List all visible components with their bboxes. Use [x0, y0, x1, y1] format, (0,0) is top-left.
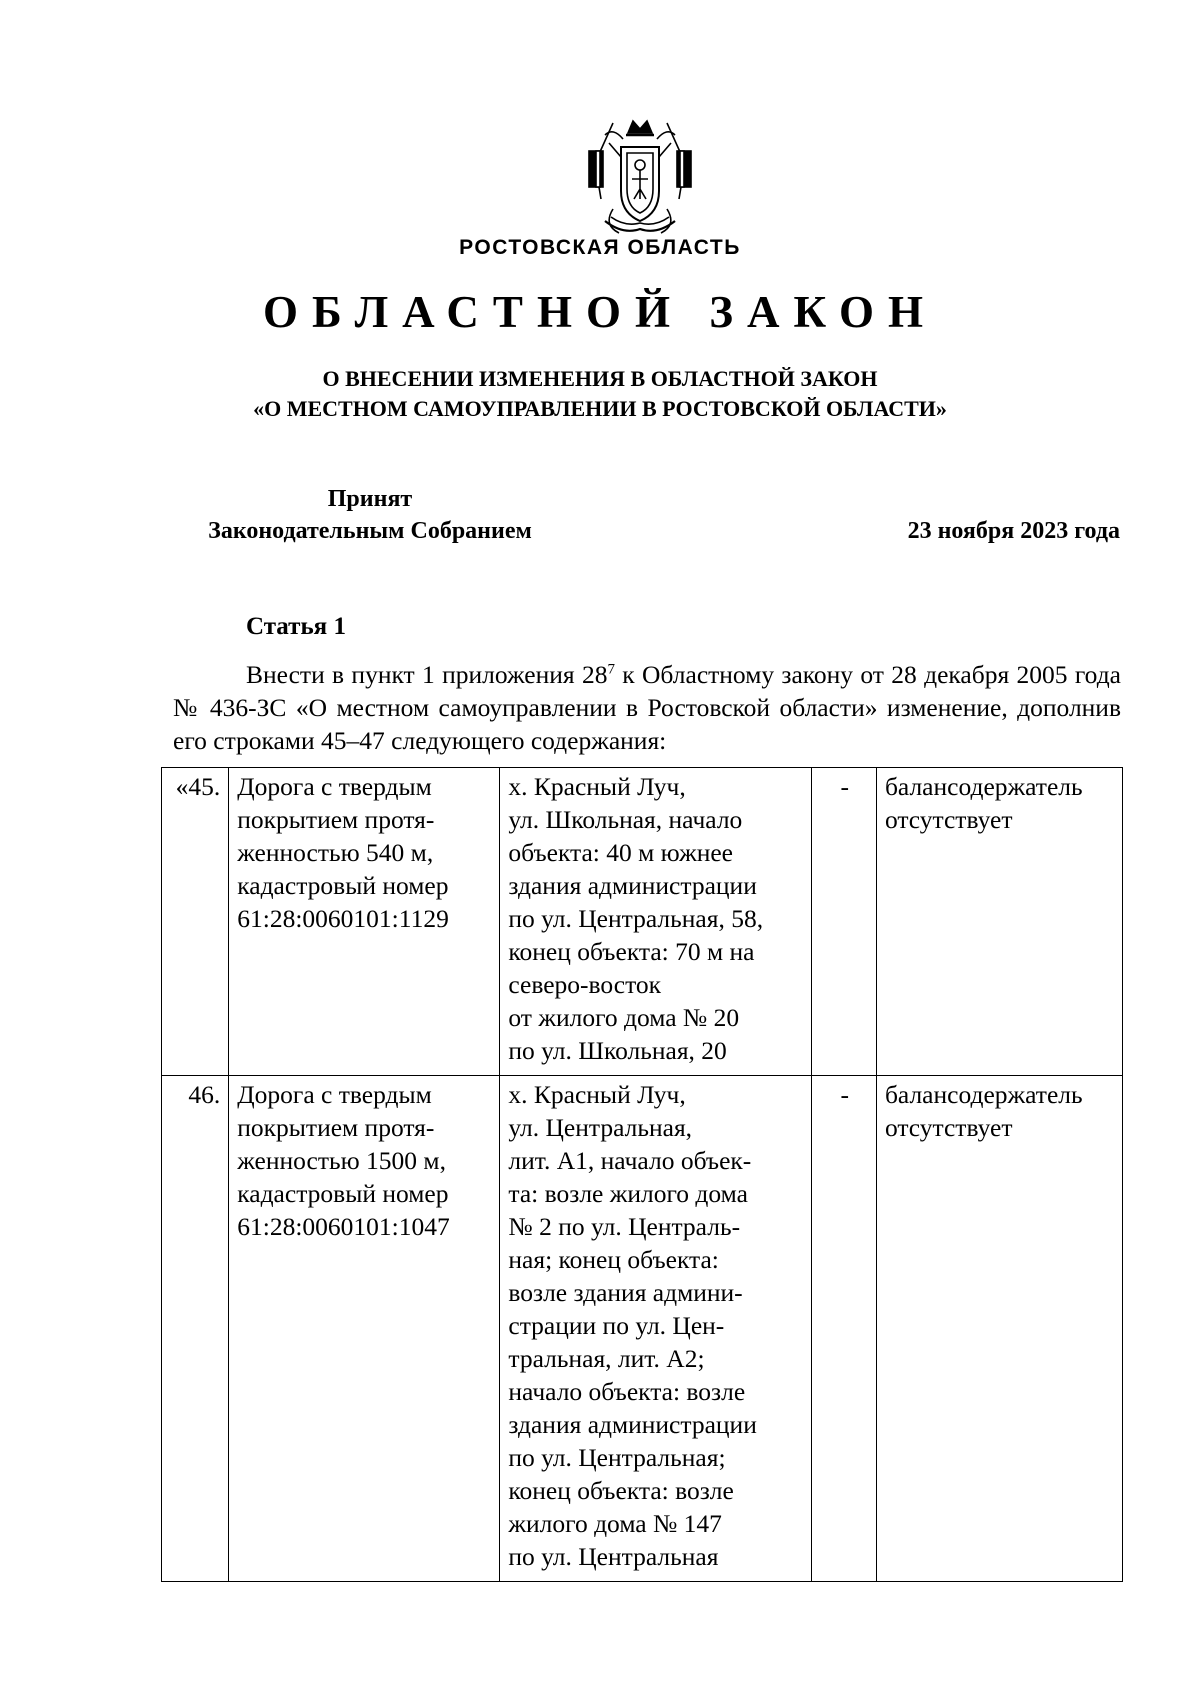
- empty-value-dash: -: [811, 1076, 876, 1582]
- appendix-superscript: 7: [607, 661, 615, 678]
- article-heading: Статья 1: [246, 613, 346, 640]
- paragraph-text-end: к Областному закону от 28 декабря 2005 года № 436-ЗС «О местном самоуправлении в Ростовской области» изменение, дополнив его строками 45–47 следующего содержания:: [173, 660, 1121, 755]
- object-name: Дорога с твердым покрытием протя- женностью 1500 м, кадастровый номер 61:28:0060101:1047: [229, 1076, 500, 1582]
- coat-of-arms-emblem: [583, 113, 697, 241]
- object-location: х. Красный Луч, ул. Школьная, начало объекта: 40 м южнее здания администрации по ул. Центральная, 58, конец объекта: 70 м на северо-восток от жилого дома № 20 по ул. Школьная, 20: [500, 768, 811, 1076]
- empty-value-dash: -: [811, 768, 876, 1076]
- subtitle-line-2: «О МЕСТНОМ САМОУПРАВЛЕНИИ В РОСТОВСКОЙ ОБЛАСТИ»: [253, 396, 947, 421]
- row-number: «45.: [162, 768, 229, 1076]
- adoption-date: 23 ноября 2023 года: [907, 518, 1120, 544]
- subtitle-line-1: О ВНЕСЕНИИ ИЗМЕНЕНИЯ В ОБЛАСТНОЙ ЗАКОН: [322, 366, 878, 391]
- appendix-table: [161, 767, 1123, 1582]
- table-row: [162, 768, 1123, 1076]
- object-location: х. Красный Луч, ул. Центральная, лит. А1, начало объек- та: возле жилого дома № 2 по ул. Централь- ная; конец объекта: возле здания админи- страции по ул. Цен- тральная, лит. А2; начало объекта: возле здания администрации по ул. Центральная; конец объекта: возле жилого дома № 147 по ул. Центральная: [500, 1076, 811, 1582]
- adoption-statement: [160, 483, 580, 547]
- adoption-line-2: Законодательным Собранием: [208, 518, 532, 544]
- region-name: РОСТОВСКАЯ ОБЛАСТЬ: [459, 236, 741, 259]
- object-name: Дорога с твердым покрытием протя- женностью 540 м, кадастровый номер 61:28:0060101:1129: [229, 768, 500, 1076]
- table-row: [162, 1076, 1123, 1582]
- adoption-line-1: Принят: [327, 486, 413, 512]
- article-paragraph: [173, 658, 1121, 757]
- row-number: 46.: [162, 1076, 229, 1582]
- law-title: ОБЛАСТНОЙ ЗАКОН: [263, 287, 937, 337]
- paragraph-text-start: Внести в пункт 1 приложения 28: [246, 660, 608, 689]
- balance-holder: балансодержатель отсутствует: [876, 768, 1122, 1076]
- law-subtitle: [0, 364, 1200, 424]
- balance-holder: балансодержатель отсутствует: [876, 1076, 1122, 1582]
